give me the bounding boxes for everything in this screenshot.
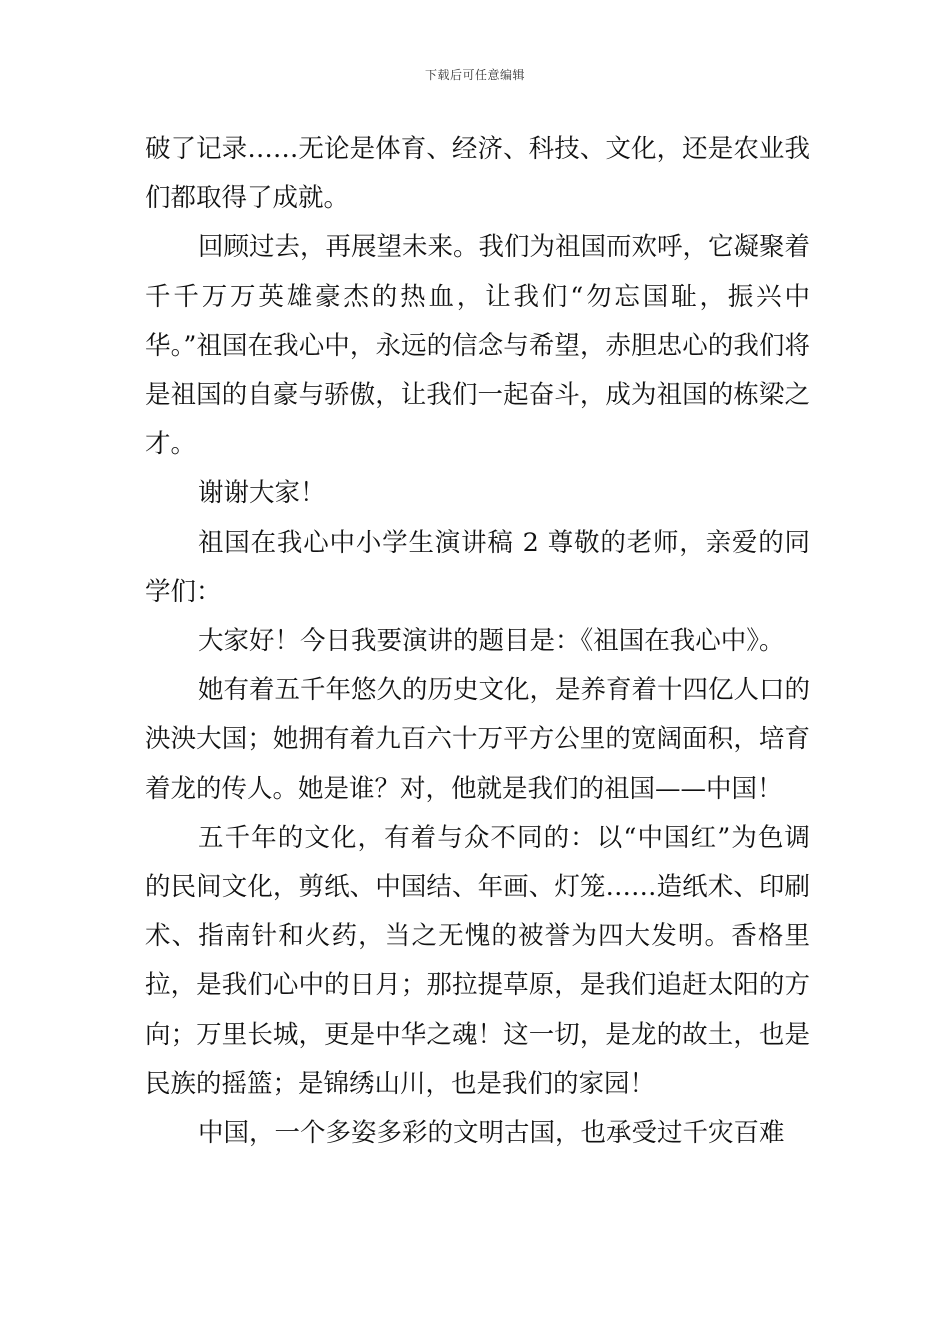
paragraph-1: 破了记录……无论是体育、经济、科技、文化，还是农业我们都取得了成就。 bbox=[145, 134, 810, 214]
paragraph-4: 祖国在我心中小学生演讲稿 2 尊敬的老师，亲爱的同学们： bbox=[145, 527, 810, 607]
paragraph-6: 她有着五千年悠久的历史文化，是养育着十四亿人口的泱泱大国；她拥有着九百六十万平方公里的宽阔面积，培育着龙的传人。她是谁？对，他就是我们的祖国——中国！ bbox=[145, 675, 811, 804]
paragraph-7: 五千年的文化，有着与众不同的：以“中国红”为色调的民间文化，剪纸、中国结、年画、灯笼……造纸术、印刷术、指南针和火药，当之无愧的被誉为四大发明。香格里拉，是我们心中的日月；那拉提草原，是我们追赶太阳的方向；万里长城，更是中华之魂！这一切，是龙的故土，也是民族的摇篮；是锦绣山川，也是我们的家园！ bbox=[145, 822, 810, 1099]
paragraph-2: 回顾过去，再展望未来。我们为祖国而欢呼，它凝聚着千千万万英雄豪杰的热血，让我们“勿忘国耻，振兴中华。”祖国在我心中，永远的信念与希望，赤胆忠心的我们将是祖国的自豪与骄傲，让我们一起奋斗，成为祖国的栋梁之才。 bbox=[145, 232, 811, 460]
page-header: 下载后可任意编辑 bbox=[424, 68, 525, 82]
paragraph-5: 大家好！今日我要演讲的题目是：《祖国在我心中》。 bbox=[198, 626, 785, 657]
document-body bbox=[145, 125, 810, 1158]
paragraph-8: 中国，一个多姿多彩的文明古国，也承受过千灾百难 bbox=[198, 1118, 785, 1149]
paragraph-3: 谢谢大家！ bbox=[198, 478, 326, 509]
